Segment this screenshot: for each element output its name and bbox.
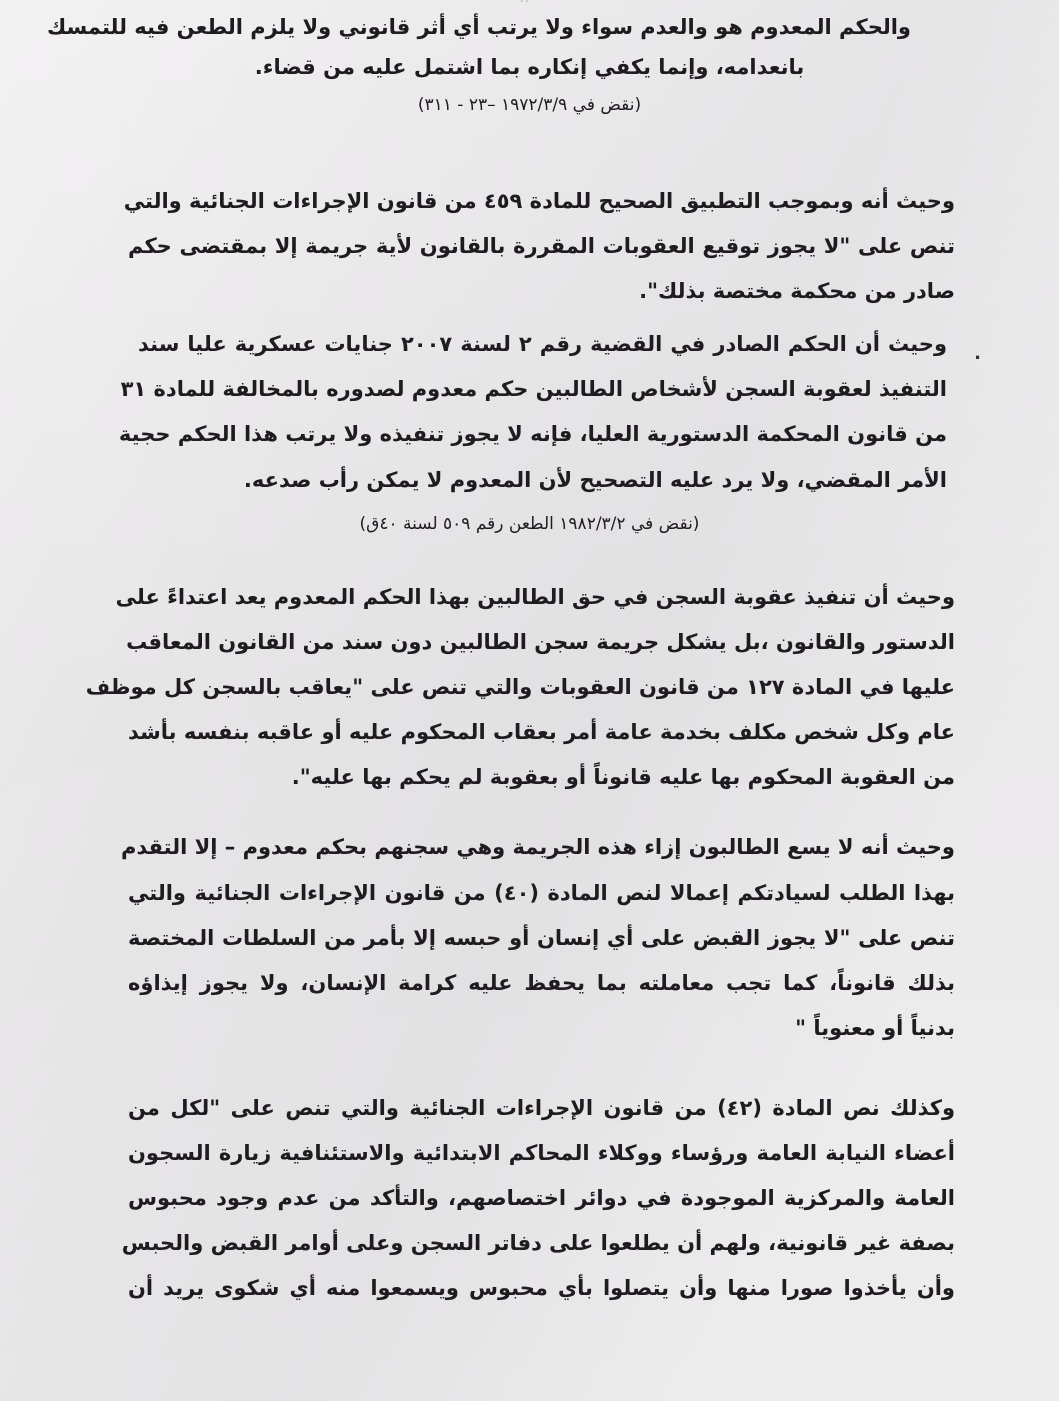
text-line: وأن يأخذوا صورا منها وأن يتصلوا بأي محبوس ويسمعوا منه أي شكوى يريد أن [128, 1276, 955, 1300]
text-line: التنفيذ لعقوبة السجن لأشخاص الطالبين حكم معدوم لصدوره بالمخالفة للمادة ٣١ [120, 377, 947, 401]
bullet-mark: . [974, 343, 981, 364]
text-line: بدنياً أو معنوياً " [795, 1016, 955, 1040]
text-line: بهذا الطلب لسيادتكم إعمالا لنص المادة (٤٠) من قانون الإجراءات الجنائية والتي [128, 881, 955, 905]
citation: (نقض في ١٩٨٢/٣/٢ الطعن رقم ٥٠٩ لسنة ٤٠ق) [359, 514, 700, 534]
text-line: وحيث أن الحكم الصادر في القضية رقم ٢ لسنة ٢٠٠٧ جنايات عسكرية عليا سند [138, 332, 947, 356]
text-line: وحيث أنه لا يسع الطالبون إزاء هذه الجريمة وهي سجنهم بحكم معدوم – إلا التقدم [121, 835, 955, 859]
text-line: أعضاء النيابة العامة ورؤساء ووكلاء المحاكم الابتدائية والاستئنافية زيارة السجون [128, 1141, 955, 1165]
text-line: وحيث أن تنفيذ عقوبة السجن في حق الطالبين بهذا الحكم المعدوم يعد اعتداءً على [115, 585, 955, 609]
text-line: الدستور والقانون ،بل يشكل جريمة سجن الطالبين دون سند من القانون المعاقب [126, 630, 955, 654]
text-line: بذلك قانوناً، كما تجب معاملته بما يحفظ عليه كرامة الإنسان، ولا يجوز إيذاؤه [128, 971, 955, 995]
text-line: وحيث أنه وبموجب التطبيق الصحيح للمادة ٤٥٩ من قانون الإجراءات الجنائية والتي [123, 189, 955, 213]
text-line: من قانون المحكمة الدستورية العليا، فإنه لا يجوز تنفيذه ولا يرتب هذا الحكم حجية [118, 422, 947, 446]
text-line: وكذلك نص المادة (٤٢) من قانون الإجراءات الجنائية والتي تنص على "لكل من [128, 1096, 956, 1120]
text-line: العامة والمركزية الموجودة في دوائر اختصاصهم، والتأكد من عدم وجود محبوس [128, 1186, 955, 1210]
scan-mark: `` [520, 0, 530, 11]
text-line: عليها في المادة ١٢٧ من قانون العقوبات والتي تنص على "يعاقب بالسجن كل موظف [85, 675, 955, 699]
text-line: تنص على "لا يجوز القبض على أي إنسان أو حبسه إلا بأمر من السلطات المختصة [128, 926, 955, 950]
text-line: صادر من محكمة مختصة بذلك". [639, 279, 955, 303]
text-line: بانعدامه، وإنما يكفي إنكاره بما اشتمل عليه من قضاء. [254, 55, 805, 79]
text-line: الأمر المقضي، ولا يرد عليه التصحيح لأن المعدوم لا يمكن رأب صدعه. [243, 468, 947, 492]
text-line: من العقوبة المحكوم بها عليه قانوناً أو بعقوبة لم يحكم بها عليه". [291, 765, 955, 789]
text-line: تنص على "لا يجوز توقيع العقوبات المقررة بالقانون لأية جريمة إلا بمقتضى حكم [128, 234, 955, 258]
text-line: عام وكل شخص مكلف بخدمة عامة أمر بعقاب المحكوم عليه أو عاقبه بنفسه بأشد [128, 720, 955, 744]
citation: (نقض في ١٩٧٢/٣/٩ –٢٣ - ٣١١) [417, 95, 642, 115]
text-line: بصفة غير قانونية، ولهم أن يطلعوا على دفاتر السجن وعلى أوامر القبض والحبس [121, 1231, 955, 1255]
text-line: والحكم المعدوم هو والعدم سواء ولا يرتب أي أثر قانوني ولا يلزم الطعن فيه للتمسك [46, 15, 911, 39]
